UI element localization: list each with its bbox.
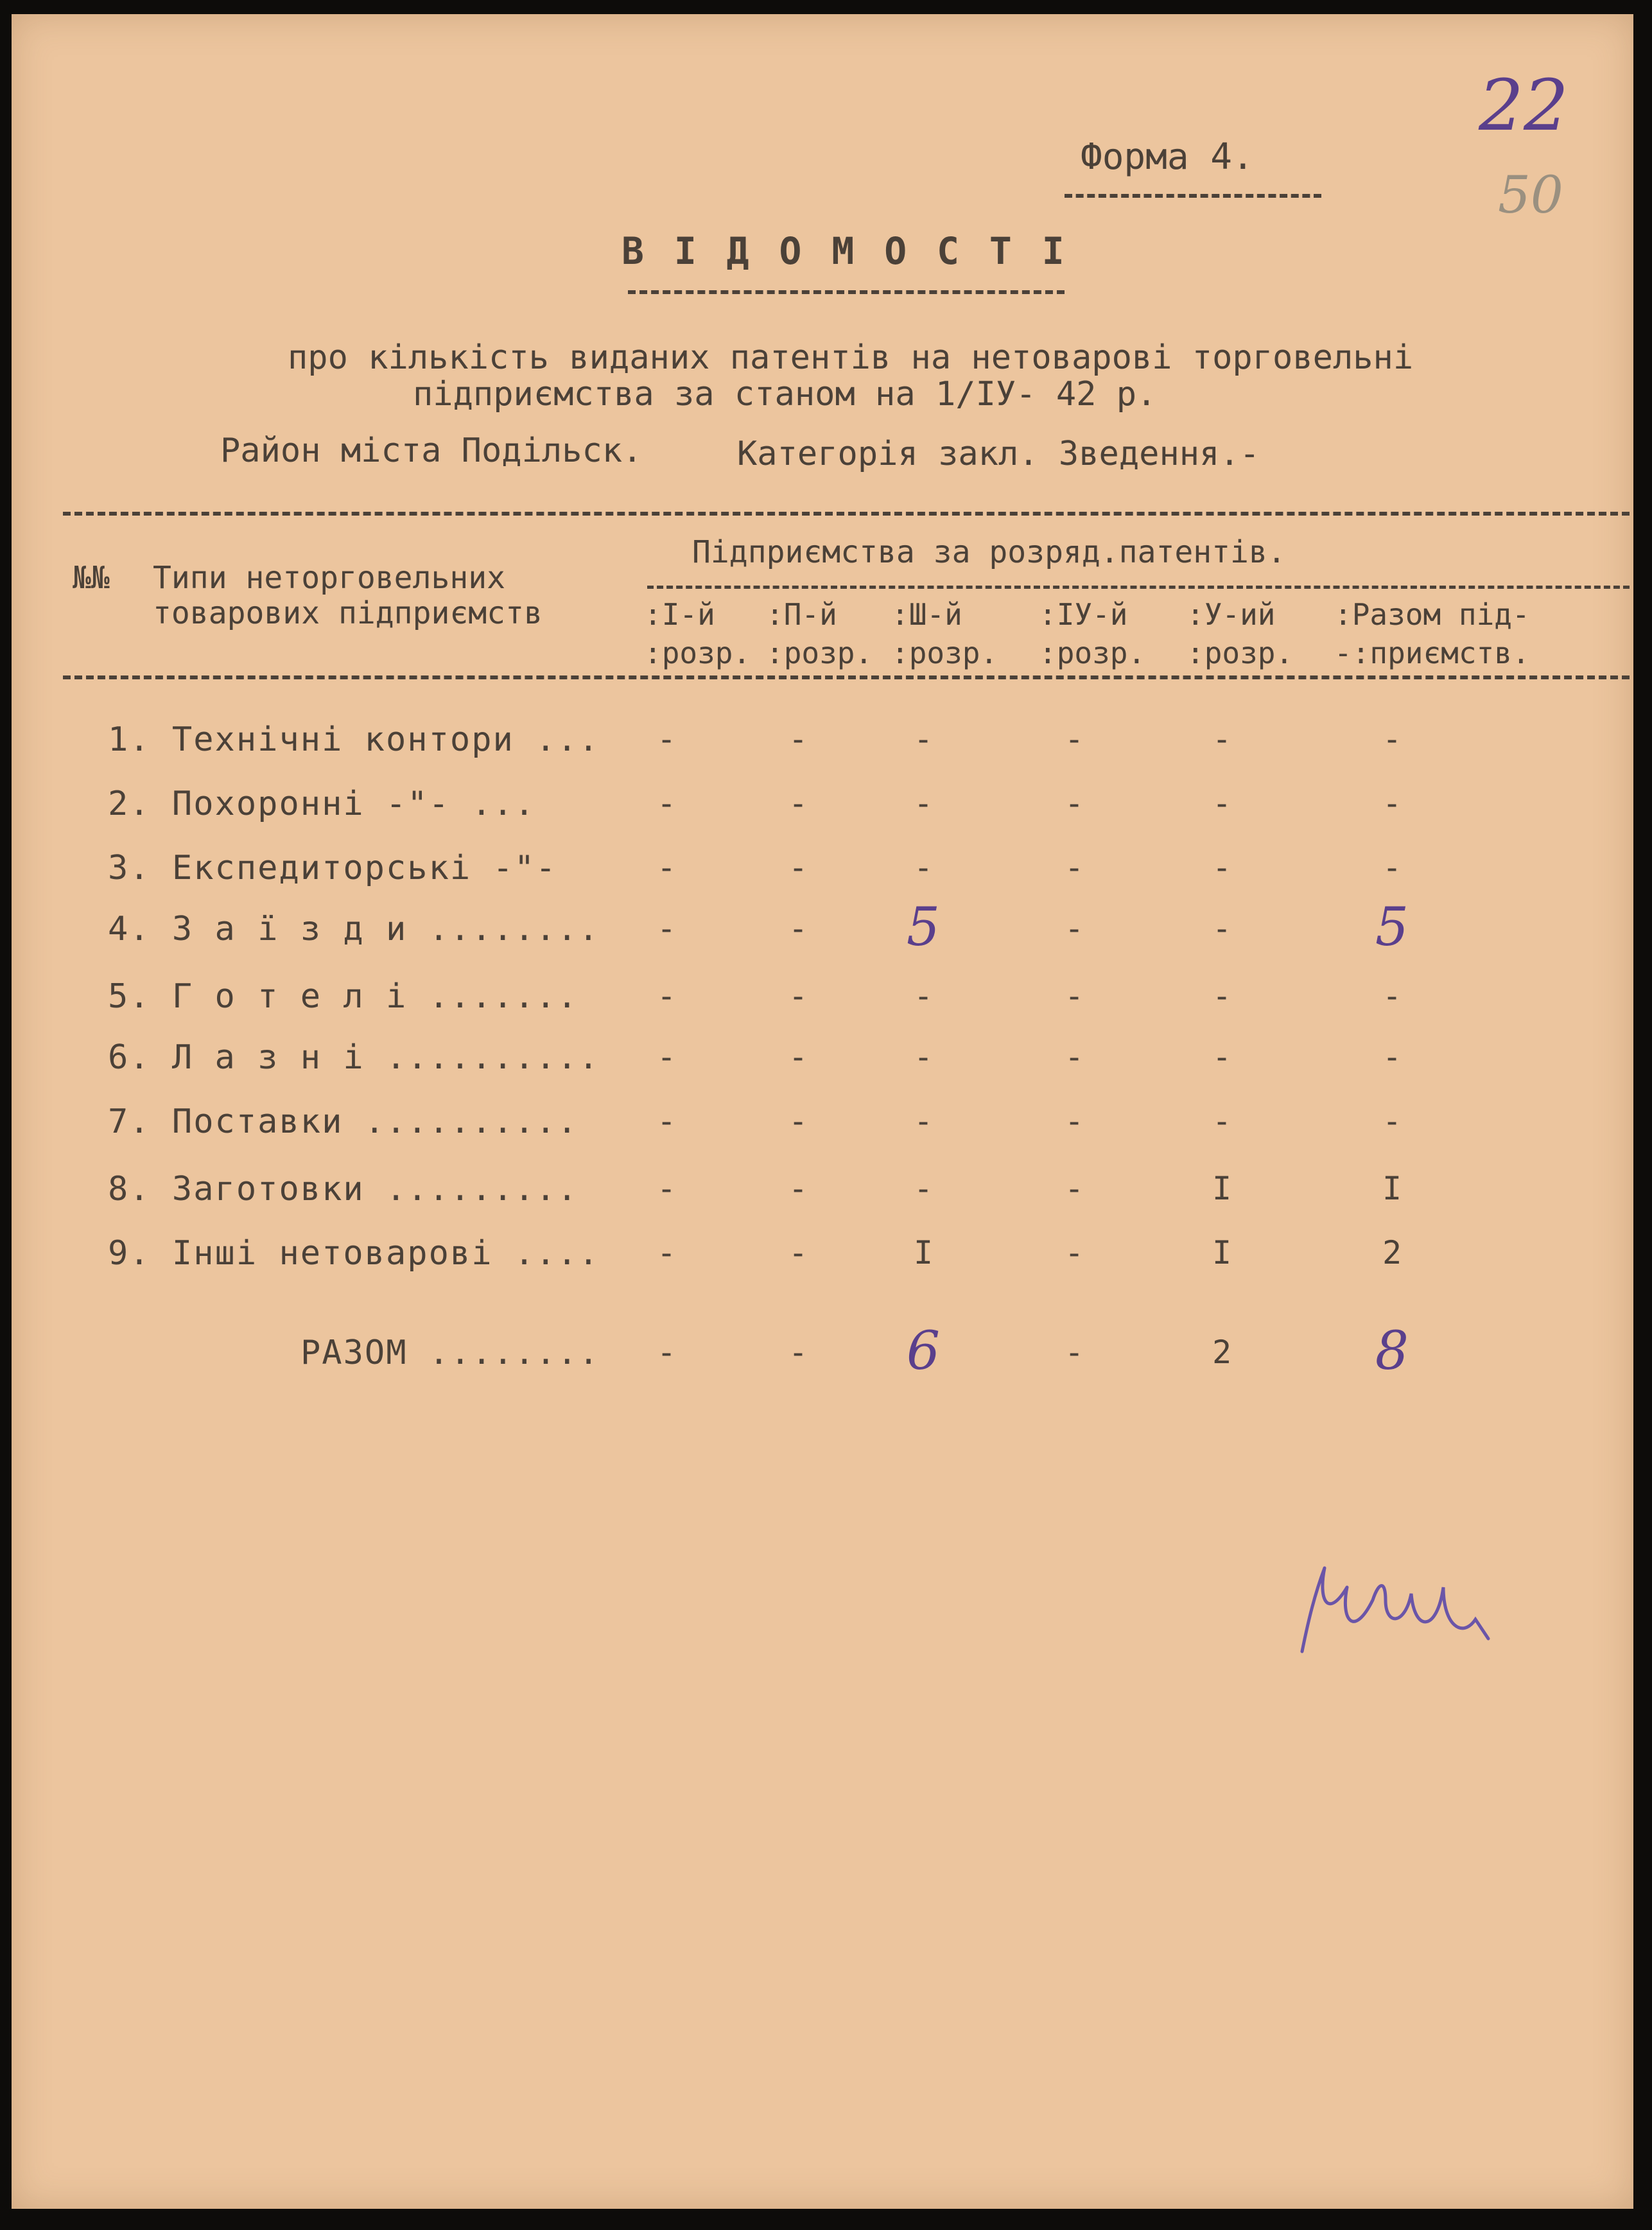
table-cell: - — [788, 910, 808, 947]
row-label: 6. Л а з н і .......... — [108, 1038, 600, 1077]
table-cell: - — [656, 910, 677, 947]
total-cell: - — [788, 1334, 808, 1371]
table-cell: - — [1212, 720, 1232, 758]
subtitle-line-2: підприємства за станом на 1/ІУ- 42 р. — [413, 375, 1157, 414]
total-row-label: РАЗОМ ........ — [300, 1334, 600, 1372]
title-underline — [628, 290, 1065, 294]
col-header-2: :П-й :розр. — [766, 597, 873, 670]
table-cell: - — [1064, 910, 1084, 947]
table-cell: - — [1064, 977, 1084, 1015]
table-cell: - — [913, 720, 934, 758]
table-cell: - — [913, 1102, 934, 1140]
table-cell: - — [656, 1102, 677, 1140]
table-cell: - — [788, 1234, 808, 1271]
district-line: Район міста Подільск. — [220, 431, 643, 470]
table-cell: - — [788, 977, 808, 1015]
table-cell: - — [1382, 977, 1402, 1015]
type-column-header-line2: товарових підприємств — [153, 595, 543, 631]
table-cell: - — [788, 785, 808, 822]
col-header-6: :Разом під- -:приємств. — [1334, 597, 1530, 670]
table-cell: - — [788, 849, 808, 886]
table-cell: - — [1382, 785, 1402, 822]
document-title: В І Д О М О С Т І — [622, 229, 1068, 273]
row-label: 5. Г о т е л і ....... — [108, 977, 578, 1016]
signature — [1289, 1542, 1501, 1671]
table-cell: - — [656, 1170, 677, 1207]
row-label: 8. Заготовки ......... — [108, 1170, 578, 1208]
table-header-rule — [63, 675, 1630, 679]
table-cell: - — [913, 785, 934, 822]
table-cell: - — [1064, 1038, 1084, 1076]
row-label: 2. Похоронні -"- ... — [108, 785, 536, 823]
table-cell: - — [788, 1038, 808, 1076]
num-column-header: №№ — [73, 560, 110, 596]
document-page — [12, 14, 1633, 2209]
table-cell: - — [1212, 977, 1232, 1015]
table-cell: - — [1064, 1102, 1084, 1140]
table-cell: - — [1382, 849, 1402, 886]
page-number: 22 — [1479, 64, 1569, 146]
table-cell: - — [656, 720, 677, 758]
table-cell: - — [1212, 785, 1232, 822]
table-cell: - — [1212, 1102, 1232, 1140]
table-cell: - — [913, 849, 934, 886]
type-column-header-line1: Типи неторговельних — [153, 560, 506, 596]
total-cell: 8 — [1375, 1321, 1409, 1382]
row-label: 3. Експедиторські -"- — [108, 849, 557, 887]
row-label: 1. Технічні контори ... — [108, 720, 600, 759]
table-cell: - — [1212, 910, 1232, 947]
table-cell: І — [1212, 1170, 1232, 1207]
table-cell: - — [913, 1038, 934, 1076]
table-cell: 2 — [1382, 1234, 1402, 1271]
table-cell: - — [656, 1234, 677, 1271]
total-cell: 2 — [1212, 1334, 1232, 1371]
table-top-rule — [63, 512, 1630, 516]
table-cell: - — [1382, 720, 1402, 758]
col-header-3: :Ш-й :розр. — [891, 597, 998, 670]
row-label: 4. З а ї з д и ........ — [108, 910, 600, 948]
table-cell: І — [1382, 1170, 1402, 1207]
table-cell: - — [1382, 1102, 1402, 1140]
table-cell: 5 — [906, 897, 941, 958]
table-cell: - — [1064, 1234, 1084, 1271]
form-label: Форма 4. — [1081, 136, 1254, 178]
table-cell: - — [656, 1038, 677, 1076]
col-header-1: :І-й :розр. — [644, 597, 751, 670]
total-cell: 6 — [906, 1321, 941, 1382]
table-cell: - — [788, 1170, 808, 1207]
total-cell: - — [1064, 1334, 1084, 1371]
table-cell: - — [1064, 849, 1084, 886]
category-line: Категорія закл. Зведення.- — [737, 435, 1260, 473]
table-cell: - — [1382, 1038, 1402, 1076]
table-cell: - — [1064, 720, 1084, 758]
table-cell: - — [1064, 1170, 1084, 1207]
table-cell: - — [656, 977, 677, 1015]
group-header-rule — [647, 586, 1630, 589]
table-cell: - — [656, 785, 677, 822]
form-label-underline — [1065, 194, 1321, 198]
page-number-pencil: 50 — [1498, 165, 1563, 225]
col-header-5: :У-ий :розр. — [1187, 597, 1294, 670]
table-cell: - — [788, 720, 808, 758]
table-cell: 5 — [1375, 897, 1409, 958]
table-cell: - — [913, 977, 934, 1015]
table-cell: - — [1212, 849, 1232, 886]
col-header-4: :ІУ-й :розр. — [1039, 597, 1146, 670]
total-cell: - — [656, 1334, 677, 1371]
table-cell: - — [656, 849, 677, 886]
row-label: 9. Інші нетоварові .... — [108, 1234, 600, 1273]
table-cell: - — [1064, 785, 1084, 822]
table-cell: І — [913, 1234, 934, 1271]
table-cell: - — [913, 1170, 934, 1207]
row-label: 7. Поставки .......... — [108, 1102, 578, 1141]
table-cell: І — [1212, 1234, 1232, 1271]
group-header: Підприємства за розряд.патентів. — [692, 534, 1286, 570]
subtitle-line-1: про кількість виданих патентів на нетоварові торговельні — [288, 338, 1414, 377]
table-cell: - — [1212, 1038, 1232, 1076]
table-cell: - — [788, 1102, 808, 1140]
